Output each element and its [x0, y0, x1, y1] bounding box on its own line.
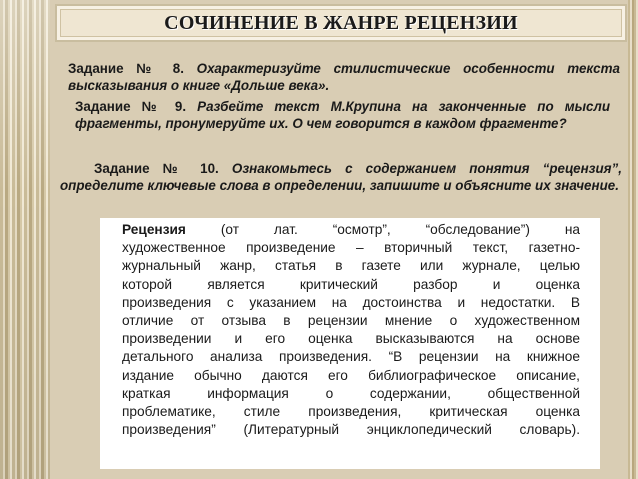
definition-line-11: проблематике, стиле произведения, критическая оценка: [122, 404, 580, 420]
slide-title: СОЧИНЕНИЕ В ЖАНРЕ РЕЦЕНЗИИ: [164, 11, 518, 34]
task-10-text: Ознакомьтесь с содержанием понятия “рецензия”, определите ключевые слова в определении, запишите и объясните их значение.: [60, 161, 622, 193]
definition-card: [100, 218, 600, 469]
definition-line-8: детального анализа произведения. “В рецензии на книжное: [122, 349, 580, 365]
task-9-number: Задание № 9.: [75, 99, 187, 114]
decorative-right-stripes: [628, 0, 638, 479]
definition-line-2: художественное произведение – вторичный текст, газетно-: [122, 240, 580, 256]
definition-line-3: журнальный жанр, статья в газете или журнале, целью: [122, 258, 580, 274]
task-8-number: Задание № 8.: [68, 61, 184, 76]
definition-line-1: Рецензия (от лат. “осмотр”, “обследование”) на: [122, 222, 580, 237]
definition-line-10: краткая информация о содержании, общественной: [122, 385, 580, 401]
task-8: [68, 60, 620, 94]
definition-line-4: которой является критический разбор и оценка: [122, 276, 580, 292]
task-8-text: Охарактеризуйте стилистические особенности текста высказывания о книге «Дольше века».: [68, 61, 620, 93]
task-9: [75, 98, 610, 132]
task-10-number: Задание № 10.: [94, 161, 219, 176]
definition-line-12: произведения” (Литературный энциклопедический словарь).: [122, 422, 580, 438]
definition-line-5: произведения с указанием на достоинства и недостатки. В: [122, 294, 580, 310]
definition-line-7: произведении и его оценка высказываются на основе: [122, 331, 580, 347]
definition-line-9: издание обычно даются его библиографическое описание,: [122, 367, 580, 383]
task-9-text: Разбейте текст М.Крупина на законченные по мысли фрагменты, пронумеруйте их. О чем говорится в каждом фрагменте?: [75, 99, 610, 131]
title-banner: [55, 4, 627, 42]
definition-term: Рецензия: [122, 222, 186, 237]
definition-line-6: отличие от отзыва в рецензии мнение о художественном: [122, 313, 580, 329]
decorative-left-stripes: [0, 0, 50, 479]
task-10: [60, 160, 622, 194]
